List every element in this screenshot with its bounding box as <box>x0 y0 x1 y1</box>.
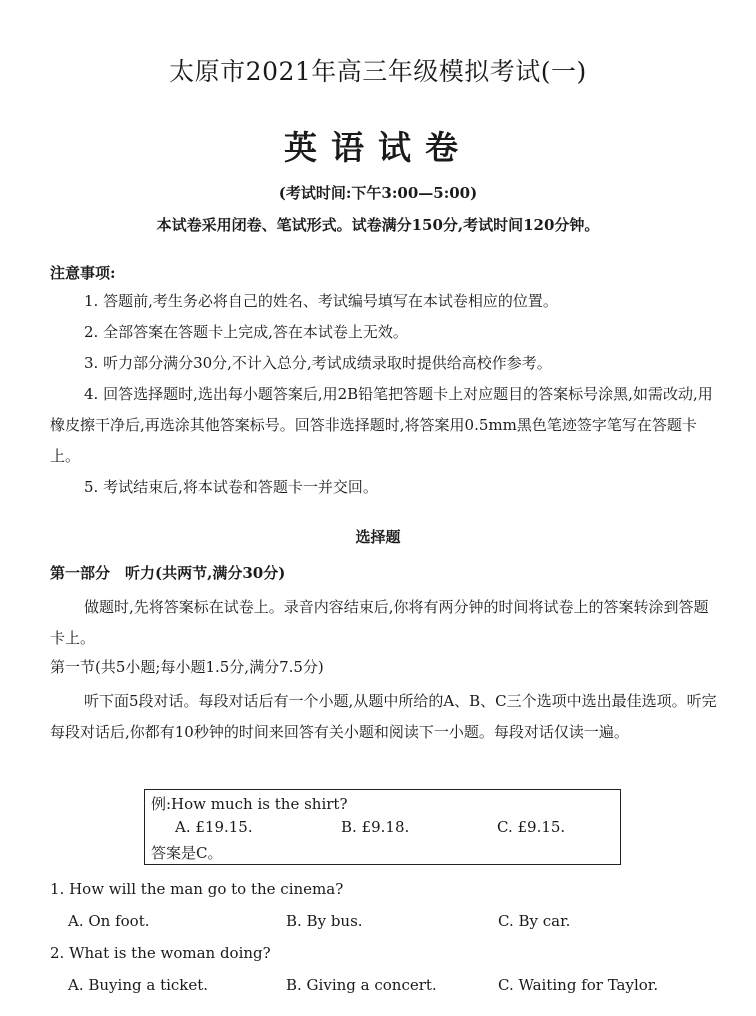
sub-intro-text: 听下面5段对话。每段对话后有一个小题,从题中所给的A、B、C三个选项中选出最佳选项。听完每段对话后,你都有10秒钟的时间来回答有关小题和阅读下一小题。每段对话仅读一遍。 <box>50 692 717 741</box>
notice-list <box>50 286 720 503</box>
sub-heading: 第一节(共5小题;每小题1.5分,满分7.5分) <box>50 658 324 676</box>
question-2-option-a[interactable]: A. Buying a ticket. <box>68 976 209 994</box>
question-1-option-a[interactable]: A. On foot. <box>68 912 150 930</box>
exam-info: 本试卷采用闭卷、笔试形式。试卷满分150分,考试时间120分钟。 <box>156 216 600 234</box>
example-answer: 答案是C。 <box>151 844 223 862</box>
question-1-stem: 1. How will the man go to the cinema? <box>50 880 344 898</box>
sub-intro <box>50 686 720 748</box>
section-heading: 选择题 <box>355 528 401 546</box>
notice-heading: 注意事项: <box>50 264 116 282</box>
question-1-option-b[interactable]: B. By bus. <box>286 912 363 930</box>
part-intro <box>50 592 720 654</box>
example-option-c: C. £9.15. <box>497 818 566 836</box>
exam-time: (考试时间:下午3:00—5:00) <box>278 184 478 202</box>
exam-title: 太原市2021年高三年级模拟考试(一) <box>169 57 587 86</box>
subject-title: 英语试卷 <box>284 128 472 167</box>
example-option-a: A. £19.15. <box>175 818 253 836</box>
example-box <box>144 789 621 865</box>
notice-item: 2. 全部答案在答题卡上完成,答在本试卷上无效。 <box>84 323 408 341</box>
example-question: 例:How much is the shirt? <box>151 795 348 813</box>
notice-item: 1. 答题前,考生务必将自己的姓名、考试编号填写在本试卷相应的位置。 <box>84 292 558 310</box>
example-option-b: B. £9.18. <box>341 818 410 836</box>
question-2-option-b[interactable]: B. Giving a concert. <box>286 976 437 994</box>
notice-item: 4. 回答选择题时,选出每小题答案后,用2B铅笔把答题卡上对应题目的答案标号涂黑,如需改动,用橡皮擦干净后,再选涂其他答案标号。回答非选择题时,将答案用0.5mm黑色笔迹签字笔写在答题卡上。 <box>50 385 713 465</box>
part-heading: 第一部分 听力(共两节,满分30分) <box>50 564 286 582</box>
notice-item: 5. 考试结束后,将本试卷和答题卡一并交回。 <box>84 478 378 496</box>
question-1-option-c[interactable]: C. By car. <box>498 912 571 930</box>
part-intro-text: 做题时,先将答案标在试卷上。录音内容结束后,你将有两分钟的时间将试卷上的答案转涂到答题卡上。 <box>50 598 709 647</box>
question-2-option-c[interactable]: C. Waiting for Taylor. <box>498 976 659 994</box>
notice-item: 3. 听力部分满分30分,不计入总分,考试成绩录取时提供给高校作参考。 <box>84 354 552 372</box>
question-2-stem: 2. What is the woman doing? <box>50 944 271 962</box>
